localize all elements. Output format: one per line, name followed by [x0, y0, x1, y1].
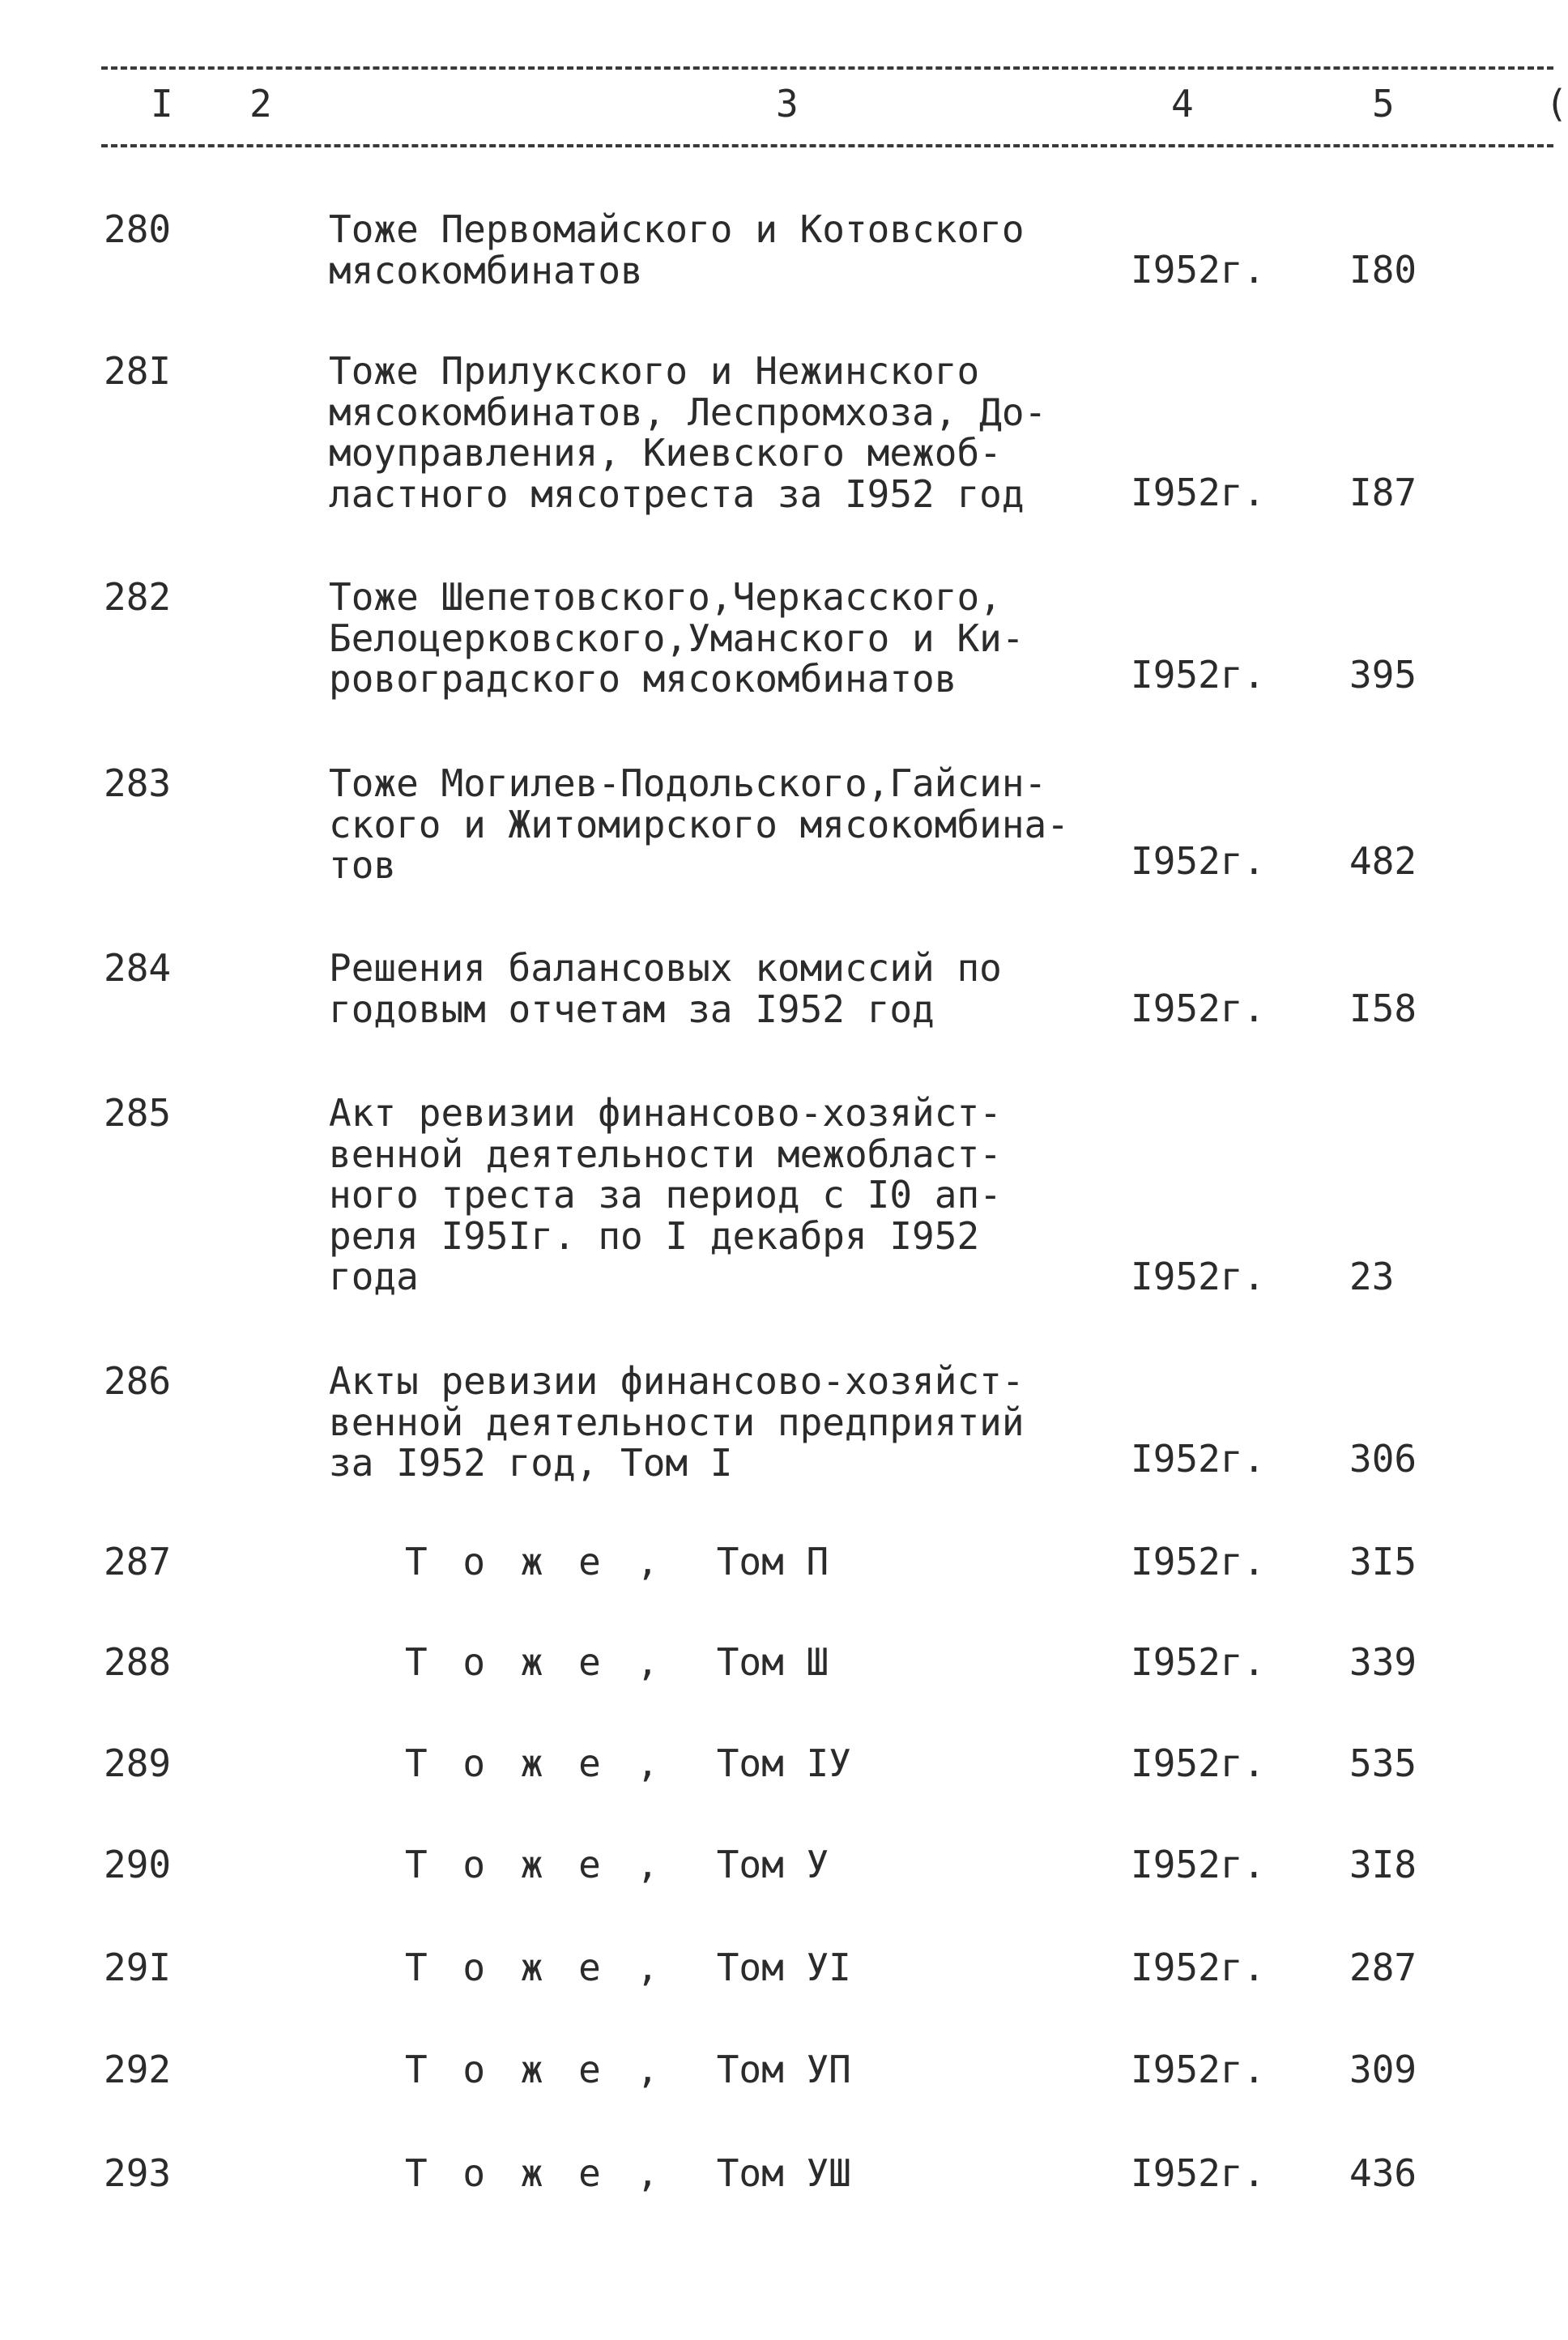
row-number: 285 — [104, 1091, 172, 1135]
title-line: ластного мясотреста за I952 год — [329, 471, 1025, 516]
title-line: Белоцерковского,Уманского и Ки- — [329, 616, 1025, 660]
row-sheet-count: I58 — [1349, 987, 1417, 1030]
row-number: 284 — [104, 946, 172, 990]
title-line: Решения балансовых комиссий по — [329, 946, 1002, 990]
row-sheet-count: 482 — [1349, 839, 1417, 883]
row-sheet-count: 339 — [1349, 1640, 1417, 1684]
row-number: 280 — [104, 207, 172, 251]
row-number: 28I — [104, 349, 172, 393]
row-number: 288 — [104, 1640, 172, 1684]
row-title — [405, 1947, 851, 1988]
title-line: Акты ревизии финансово-хозяйст- — [329, 1359, 1025, 1403]
row-year: I952г. — [1131, 2048, 1266, 2091]
column-header-5: 5 — [1372, 82, 1395, 126]
row-sheet-count: 306 — [1349, 1437, 1417, 1481]
row-year: I952г. — [1131, 1437, 1266, 1481]
title-line: тов — [329, 843, 397, 887]
row-number: 290 — [104, 1843, 172, 1886]
ditto-text: Тоже, — [405, 1540, 694, 1583]
row-title — [329, 948, 1147, 1029]
row-title — [329, 351, 1147, 514]
ditto-text: Тоже, — [405, 1843, 694, 1886]
row-title — [329, 763, 1147, 886]
row-year: I952г. — [1131, 1843, 1266, 1886]
row-year: I952г. — [1131, 248, 1266, 292]
row-sheet-count: 3I5 — [1349, 1540, 1417, 1583]
row-number: 282 — [104, 575, 172, 619]
volume-label: Том IУ — [716, 1741, 851, 1785]
row-year: I952г. — [1131, 1255, 1266, 1298]
row-title — [329, 1361, 1147, 1484]
volume-label: Том П — [716, 1540, 829, 1583]
row-title — [405, 1743, 851, 1784]
row-number: 287 — [104, 1540, 172, 1583]
row-title — [329, 209, 1147, 291]
row-number: 283 — [104, 761, 172, 805]
row-sheet-count: 287 — [1349, 1946, 1417, 1989]
title-line: года — [329, 1255, 419, 1298]
title-line: Тоже Первомайского и Котовского — [329, 207, 1025, 251]
volume-label: Том Ш — [716, 1640, 829, 1684]
row-year: I952г. — [1131, 1741, 1266, 1785]
row-year: I952г. — [1131, 471, 1266, 514]
row-year: I952г. — [1131, 839, 1266, 883]
title-line: Тоже Могилев-Подольского,Гайсин- — [329, 761, 1047, 805]
row-title — [405, 2153, 851, 2193]
column-header-4: 4 — [1171, 82, 1194, 126]
row-title — [405, 2049, 851, 2090]
row-number: 292 — [104, 2048, 172, 2091]
title-line: моуправления, Киевского межоб- — [329, 431, 1002, 475]
column-header-1: I — [151, 82, 173, 126]
ditto-text: Тоже, — [405, 2151, 694, 2195]
title-line: Тоже Шепетовского,Черкасского, — [329, 575, 1002, 619]
row-sheet-count: I80 — [1349, 248, 1417, 292]
row-number: 289 — [104, 1741, 172, 1785]
row-sheet-count: I87 — [1349, 471, 1417, 514]
column-header-6: ( — [1545, 82, 1568, 126]
row-title — [405, 1642, 829, 1682]
row-number: 29I — [104, 1946, 172, 1989]
title-line: мясокомбинатов — [329, 248, 643, 292]
title-line: мясокомбинатов, Леспромхоза, До- — [329, 390, 1047, 434]
row-sheet-count: 535 — [1349, 1741, 1417, 1785]
volume-label: Том УШ — [716, 2151, 851, 2195]
row-number: 293 — [104, 2151, 172, 2195]
title-line: ровоградского мясокомбинатов — [329, 657, 957, 701]
column-header-2: 2 — [249, 82, 272, 126]
title-line: Тоже Прилукского и Нежинского — [329, 349, 980, 393]
ditto-text: Тоже, — [405, 1946, 694, 1989]
title-line: за I952 год, Том I — [329, 1441, 733, 1485]
title-line: реля I95Iг. по I декабря I952 — [329, 1213, 980, 1258]
ditto-text: Тоже, — [405, 1640, 694, 1684]
row-sheet-count: 23 — [1349, 1255, 1395, 1298]
title-line: венной деятельности межобласт- — [329, 1132, 1002, 1176]
volume-label: Том УП — [716, 2048, 851, 2091]
header-top-rule — [101, 66, 1553, 70]
volume-label: Том У — [716, 1843, 829, 1886]
title-line: венной деятельности предприятий — [329, 1400, 1025, 1444]
title-line: ного треста за период с I0 ап- — [329, 1173, 1002, 1217]
row-sheet-count: 3I8 — [1349, 1843, 1417, 1886]
row-title — [405, 1541, 829, 1582]
row-title — [405, 1844, 829, 1885]
row-title — [329, 1093, 1147, 1298]
title-line: годовым отчетам за I952 год — [329, 987, 935, 1031]
row-sheet-count: 395 — [1349, 653, 1417, 697]
volume-label: Том УI — [716, 1946, 851, 1989]
ditto-text: Тоже, — [405, 2048, 694, 2091]
row-year: I952г. — [1131, 1946, 1266, 1989]
row-year: I952г. — [1131, 653, 1266, 697]
column-header-3: 3 — [776, 82, 799, 126]
row-number: 286 — [104, 1359, 172, 1403]
row-year: I952г. — [1131, 1540, 1266, 1583]
title-line: Акт ревизии финансово-хозяйст- — [329, 1091, 1002, 1135]
row-year: I952г. — [1131, 2151, 1266, 2195]
title-line: ского и Житомирского мясокомбина- — [329, 802, 1069, 846]
header-bottom-rule — [101, 144, 1553, 147]
row-title — [329, 577, 1147, 700]
row-year: I952г. — [1131, 1640, 1266, 1684]
row-year: I952г. — [1131, 987, 1266, 1030]
ditto-text: Тоже, — [405, 1741, 694, 1785]
row-sheet-count: 436 — [1349, 2151, 1417, 2195]
row-sheet-count: 309 — [1349, 2048, 1417, 2091]
